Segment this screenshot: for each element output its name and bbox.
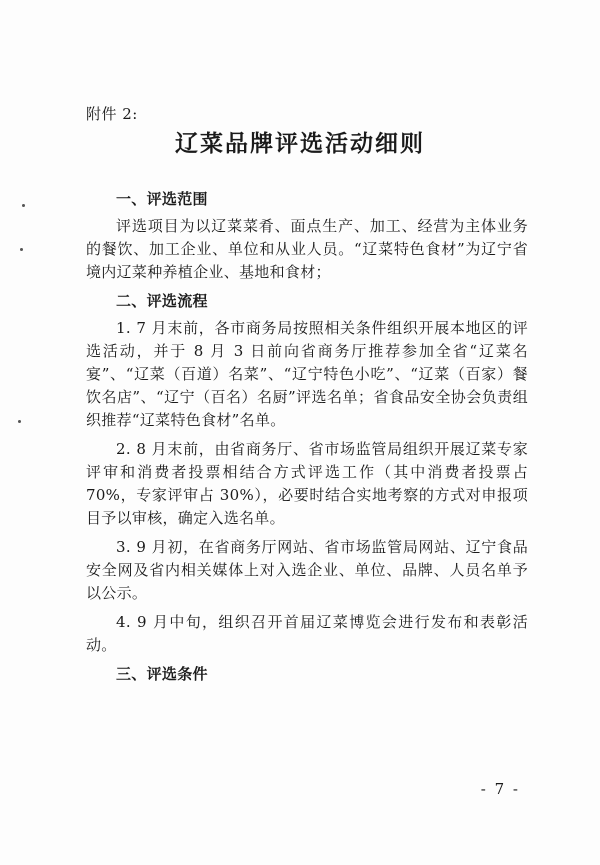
paragraph: 2. 8 月末前，由省商务厅、省市场监管局组织开展辽菜专家评审和消费者投票相结合方式评选工作（其中消费者投票占 70%，专家评审占 30%），必要时结合实地考察的方式对申报项目予以审核，确定入选名单。 [86,440,528,527]
scan-speck [22,204,25,207]
section-heading: 三、评选条件 [116,665,208,683]
section-heading: 一、评选范围 [116,190,208,208]
document-title: 辽菜品牌评选活动细则 [175,130,425,157]
paragraph: 评选项目为以辽菜菜肴、面点生产、加工、经营为主体业务的餐饮、加工企业、单位和从业人员。“辽菜特色食材”为辽宁省境内辽菜种养植企业、基地和食材； [86,217,528,281]
paragraph: 1. 7 月末前，各市商务局按照相关条件组织开展本地区的评选活动，并于 8 月 3 日前向省商务厅推荐参加全省“辽菜名宴”、“辽菜（百道）名菜”、“辽宁特色小吃”、“辽菜（百家）餐饮名店”、“辽宁（百名）名厨”评选名单；省食品安全协会负责组织推荐“辽菜特色食材”名单。 [86,319,528,429]
page-number: - 7 - [480,780,520,798]
scan-speck [18,420,21,423]
paragraph: 4. 9 月中旬，组织召开首届辽菜博览会进行发布和表彰活动。 [86,613,528,654]
document-body [86,188,528,690]
paragraph: 3. 9 月初，在省商务厅网站、省市场监管局网站、辽宁食品安全网及省内相关媒体上对入选企业、单位、品牌、人员名单予以公示。 [86,538,528,602]
attachment-label: 附件 2: [86,105,138,123]
scan-speck [20,248,23,251]
section-heading: 二、评选流程 [116,292,208,310]
